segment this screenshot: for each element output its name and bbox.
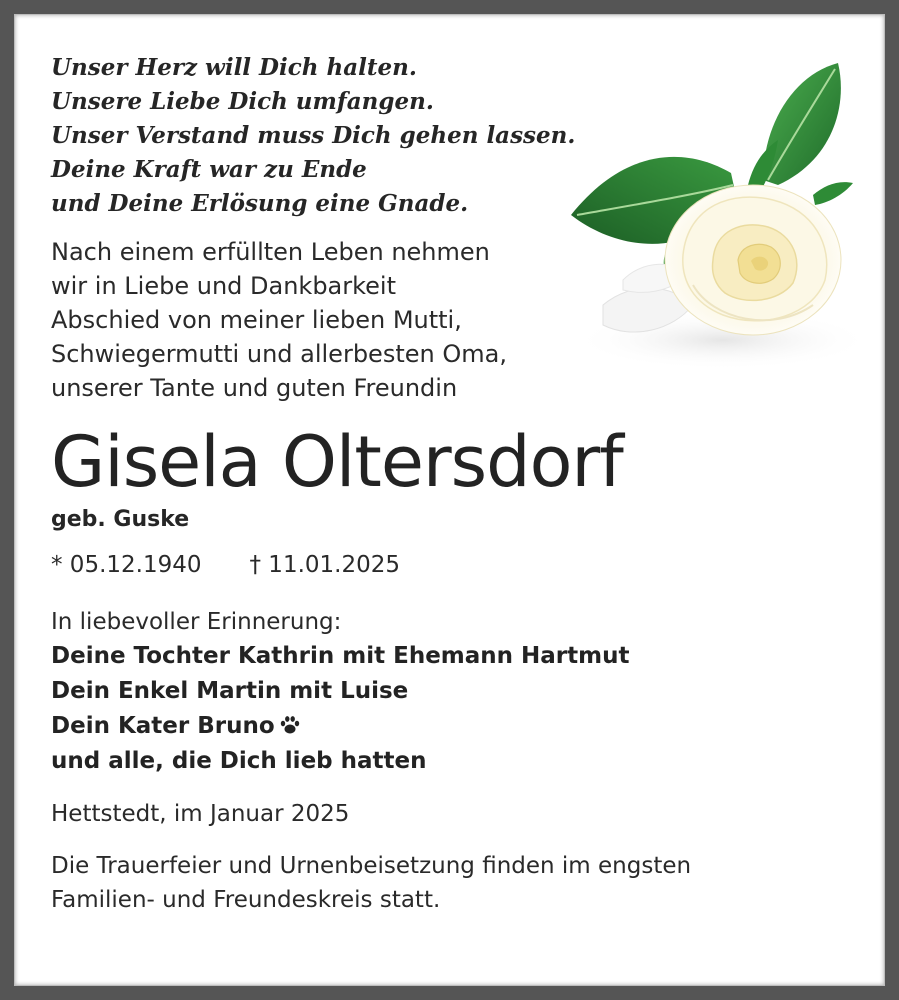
deceased-name: Gisela Oltersdorf bbox=[51, 421, 623, 503]
mourner: Dein Enkel Martin mit Luise bbox=[51, 678, 409, 704]
obituary-card bbox=[14, 14, 885, 986]
intro-line: Abschied von meiner lieben Mutti, bbox=[51, 306, 462, 334]
notice-line: Die Trauerfeier und Urnenbeisetzung finden im engsten bbox=[51, 853, 692, 879]
poem-line: Unser Herz will Dich halten. bbox=[51, 54, 417, 81]
intro-text bbox=[51, 235, 871, 405]
mourner-with-paw bbox=[51, 709, 871, 744]
place-date: Hettstedt, im Januar 2025 bbox=[51, 801, 350, 827]
memory-heading: In liebevoller Erinnerung: bbox=[51, 609, 342, 635]
intro-line: Schwiegermutti und allerbesten Oma, bbox=[51, 340, 507, 368]
poem bbox=[51, 51, 871, 221]
birth-date: * 05.12.1940 bbox=[51, 552, 202, 578]
funeral-notice bbox=[51, 849, 871, 917]
obituary-content bbox=[51, 51, 871, 917]
mourner: und alle, die Dich lieb hatten bbox=[51, 748, 427, 774]
poem-line: Unsere Liebe Dich umfangen. bbox=[51, 88, 434, 115]
paw-print-icon bbox=[279, 714, 301, 736]
maiden-name: geb. Guske bbox=[51, 507, 190, 532]
poem-line: Deine Kraft war zu Ende bbox=[51, 156, 367, 183]
poem-line: und Deine Erlösung eine Gnade. bbox=[51, 190, 469, 217]
mourners-list bbox=[51, 639, 871, 779]
intro-line: Nach einem erfüllten Leben nehmen bbox=[51, 238, 490, 266]
death-date: † 11.01.2025 bbox=[249, 552, 400, 578]
notice-line: Familien- und Freundeskreis statt. bbox=[51, 887, 441, 913]
mourner: Dein Kater Bruno bbox=[51, 713, 275, 739]
poem-line: Unser Verstand muss Dich gehen lassen. bbox=[51, 122, 576, 149]
intro-line: wir in Liebe und Dankbarkeit bbox=[51, 272, 397, 300]
life-dates bbox=[51, 549, 871, 581]
intro-line: unserer Tante und guten Freundin bbox=[51, 374, 458, 402]
mourner: Deine Tochter Kathrin mit Ehemann Hartmut bbox=[51, 643, 630, 669]
